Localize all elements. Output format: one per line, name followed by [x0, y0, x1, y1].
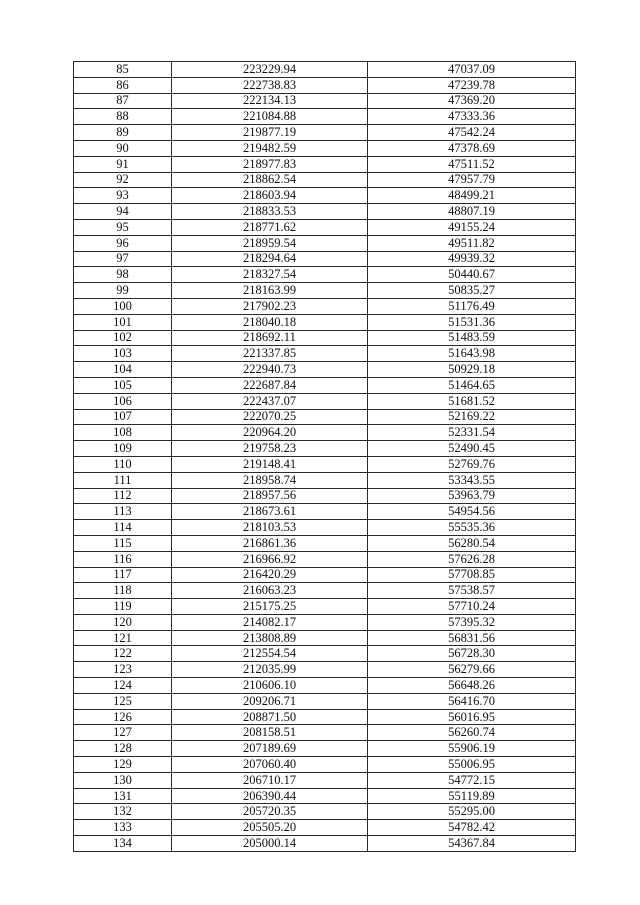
row-index-cell: 113	[74, 504, 172, 520]
table-row	[74, 93, 576, 109]
x-value-cell: 216966.92	[172, 551, 368, 567]
x-value-cell: 219482.59	[172, 140, 368, 156]
table-row	[74, 535, 576, 551]
x-value-cell: 218692.11	[172, 330, 368, 346]
row-index-cell: 103	[74, 346, 172, 362]
y-value-cell: 49939.32	[368, 251, 576, 267]
y-value-cell: 50835.27	[368, 283, 576, 299]
table-row	[74, 109, 576, 125]
x-value-cell: 205000.14	[172, 836, 368, 852]
table-row	[74, 520, 576, 536]
x-value-cell: 216420.29	[172, 567, 368, 583]
y-value-cell: 54772.15	[368, 772, 576, 788]
row-index-cell: 131	[74, 788, 172, 804]
table-row	[74, 156, 576, 172]
table-row	[74, 377, 576, 393]
row-index-cell: 99	[74, 283, 172, 299]
row-index-cell: 100	[74, 298, 172, 314]
y-value-cell: 56648.26	[368, 678, 576, 694]
table-row	[74, 314, 576, 330]
table-row	[74, 172, 576, 188]
row-index-cell: 109	[74, 441, 172, 457]
row-index-cell: 85	[74, 62, 172, 78]
x-value-cell: 206390.44	[172, 788, 368, 804]
x-value-cell: 221084.88	[172, 109, 368, 125]
y-value-cell: 52331.54	[368, 425, 576, 441]
y-value-cell: 48807.19	[368, 204, 576, 220]
x-value-cell: 222738.83	[172, 77, 368, 93]
table-row	[74, 788, 576, 804]
x-value-cell: 222070.25	[172, 409, 368, 425]
row-index-cell: 108	[74, 425, 172, 441]
x-value-cell: 218771.62	[172, 219, 368, 235]
table-row	[74, 757, 576, 773]
row-index-cell: 124	[74, 678, 172, 694]
y-value-cell: 47333.36	[368, 109, 576, 125]
table-row	[74, 125, 576, 141]
y-value-cell: 53963.79	[368, 488, 576, 504]
table-row	[74, 346, 576, 362]
y-value-cell: 51531.36	[368, 314, 576, 330]
row-index-cell: 126	[74, 709, 172, 725]
y-value-cell: 47378.69	[368, 140, 576, 156]
table-row	[74, 456, 576, 472]
y-value-cell: 55535.36	[368, 520, 576, 536]
table-row	[74, 251, 576, 267]
y-value-cell: 51483.59	[368, 330, 576, 346]
x-value-cell: 207060.40	[172, 757, 368, 773]
table-row	[74, 330, 576, 346]
row-index-cell: 94	[74, 204, 172, 220]
table-row	[74, 772, 576, 788]
y-value-cell: 54367.84	[368, 836, 576, 852]
row-index-cell: 120	[74, 614, 172, 630]
table-row	[74, 504, 576, 520]
x-value-cell: 218958.74	[172, 472, 368, 488]
table-row	[74, 567, 576, 583]
y-value-cell: 56728.30	[368, 646, 576, 662]
row-index-cell: 96	[74, 235, 172, 251]
table-row	[74, 741, 576, 757]
y-value-cell: 50440.67	[368, 267, 576, 283]
y-value-cell: 57710.24	[368, 599, 576, 615]
y-value-cell: 57538.57	[368, 583, 576, 599]
y-value-cell: 55119.89	[368, 788, 576, 804]
row-index-cell: 90	[74, 140, 172, 156]
x-value-cell: 221337.85	[172, 346, 368, 362]
row-index-cell: 89	[74, 125, 172, 141]
row-index-cell: 95	[74, 219, 172, 235]
row-index-cell: 123	[74, 662, 172, 678]
row-index-cell: 92	[74, 172, 172, 188]
x-value-cell: 218977.83	[172, 156, 368, 172]
row-index-cell: 107	[74, 409, 172, 425]
table-row	[74, 267, 576, 283]
table-row	[74, 709, 576, 725]
row-index-cell: 93	[74, 188, 172, 204]
x-value-cell: 222437.07	[172, 393, 368, 409]
row-index-cell: 110	[74, 456, 172, 472]
x-value-cell: 219877.19	[172, 125, 368, 141]
y-value-cell: 55295.00	[368, 804, 576, 820]
x-value-cell: 218040.18	[172, 314, 368, 330]
table-row	[74, 614, 576, 630]
y-value-cell: 56016.95	[368, 709, 576, 725]
x-value-cell: 212554.54	[172, 646, 368, 662]
table-row	[74, 140, 576, 156]
row-index-cell: 125	[74, 693, 172, 709]
x-value-cell: 223229.94	[172, 62, 368, 78]
table-row	[74, 836, 576, 852]
y-value-cell: 49155.24	[368, 219, 576, 235]
y-value-cell: 47239.78	[368, 77, 576, 93]
y-value-cell: 52490.45	[368, 441, 576, 457]
x-value-cell: 205505.20	[172, 820, 368, 836]
y-value-cell: 56416.70	[368, 693, 576, 709]
row-index-cell: 128	[74, 741, 172, 757]
y-value-cell: 56280.54	[368, 535, 576, 551]
row-index-cell: 132	[74, 804, 172, 820]
x-value-cell: 207189.69	[172, 741, 368, 757]
x-value-cell: 218833.53	[172, 204, 368, 220]
y-value-cell: 52769.76	[368, 456, 576, 472]
row-index-cell: 122	[74, 646, 172, 662]
table-row	[74, 646, 576, 662]
x-value-cell: 206710.17	[172, 772, 368, 788]
x-value-cell: 210606.10	[172, 678, 368, 694]
table-row	[74, 551, 576, 567]
row-index-cell: 115	[74, 535, 172, 551]
row-index-cell: 104	[74, 362, 172, 378]
x-value-cell: 208871.50	[172, 709, 368, 725]
row-index-cell: 105	[74, 377, 172, 393]
x-value-cell: 222134.13	[172, 93, 368, 109]
x-value-cell: 220964.20	[172, 425, 368, 441]
row-index-cell: 118	[74, 583, 172, 599]
y-value-cell: 51464.65	[368, 377, 576, 393]
y-value-cell: 55906.19	[368, 741, 576, 757]
table-row	[74, 662, 576, 678]
y-value-cell: 51176.49	[368, 298, 576, 314]
table-row	[74, 77, 576, 93]
x-value-cell: 218603.94	[172, 188, 368, 204]
table-row	[74, 441, 576, 457]
row-index-cell: 134	[74, 836, 172, 852]
table-row	[74, 472, 576, 488]
row-index-cell: 116	[74, 551, 172, 567]
table-row	[74, 62, 576, 78]
table-row	[74, 583, 576, 599]
table-row	[74, 283, 576, 299]
row-index-cell: 97	[74, 251, 172, 267]
table-row	[74, 409, 576, 425]
y-value-cell: 56279.66	[368, 662, 576, 678]
x-value-cell: 208158.51	[172, 725, 368, 741]
y-value-cell: 50929.18	[368, 362, 576, 378]
y-value-cell: 49511.82	[368, 235, 576, 251]
x-value-cell: 205720.35	[172, 804, 368, 820]
y-value-cell: 55006.95	[368, 757, 576, 773]
row-index-cell: 106	[74, 393, 172, 409]
row-index-cell: 117	[74, 567, 172, 583]
y-value-cell: 47957.79	[368, 172, 576, 188]
y-value-cell: 51643.98	[368, 346, 576, 362]
table-row	[74, 393, 576, 409]
row-index-cell: 86	[74, 77, 172, 93]
coordinate-table	[73, 61, 576, 852]
x-value-cell: 218862.54	[172, 172, 368, 188]
table-row	[74, 630, 576, 646]
y-value-cell: 52169.22	[368, 409, 576, 425]
x-value-cell: 213808.89	[172, 630, 368, 646]
x-value-cell: 219758.23	[172, 441, 368, 457]
table-row	[74, 804, 576, 820]
x-value-cell: 218327.54	[172, 267, 368, 283]
y-value-cell: 47511.52	[368, 156, 576, 172]
x-value-cell: 216063.23	[172, 583, 368, 599]
x-value-cell: 217902.23	[172, 298, 368, 314]
row-index-cell: 91	[74, 156, 172, 172]
x-value-cell: 212035.99	[172, 662, 368, 678]
y-value-cell: 47037.09	[368, 62, 576, 78]
table-row	[74, 219, 576, 235]
x-value-cell: 215175.25	[172, 599, 368, 615]
x-value-cell: 218959.54	[172, 235, 368, 251]
y-value-cell: 47369.20	[368, 93, 576, 109]
x-value-cell: 219148.41	[172, 456, 368, 472]
row-index-cell: 121	[74, 630, 172, 646]
x-value-cell: 218103.53	[172, 520, 368, 536]
x-value-cell: 222940.73	[172, 362, 368, 378]
row-index-cell: 112	[74, 488, 172, 504]
row-index-cell: 127	[74, 725, 172, 741]
x-value-cell: 218163.99	[172, 283, 368, 299]
x-value-cell: 222687.84	[172, 377, 368, 393]
row-index-cell: 87	[74, 93, 172, 109]
y-value-cell: 57626.28	[368, 551, 576, 567]
x-value-cell: 209206.71	[172, 693, 368, 709]
x-value-cell: 214082.17	[172, 614, 368, 630]
row-index-cell: 130	[74, 772, 172, 788]
row-index-cell: 102	[74, 330, 172, 346]
row-index-cell: 119	[74, 599, 172, 615]
y-value-cell: 51681.52	[368, 393, 576, 409]
table-row	[74, 235, 576, 251]
row-index-cell: 114	[74, 520, 172, 536]
y-value-cell: 57395.32	[368, 614, 576, 630]
x-value-cell: 218673.61	[172, 504, 368, 520]
y-value-cell: 56831.56	[368, 630, 576, 646]
table-row	[74, 425, 576, 441]
row-index-cell: 111	[74, 472, 172, 488]
table-body	[74, 62, 576, 852]
x-value-cell: 218294.64	[172, 251, 368, 267]
y-value-cell: 56260.74	[368, 725, 576, 741]
x-value-cell: 216861.36	[172, 535, 368, 551]
y-value-cell: 48499.21	[368, 188, 576, 204]
table-row	[74, 188, 576, 204]
row-index-cell: 98	[74, 267, 172, 283]
table-row	[74, 725, 576, 741]
y-value-cell: 54954.56	[368, 504, 576, 520]
row-index-cell: 88	[74, 109, 172, 125]
table-row	[74, 693, 576, 709]
row-index-cell: 129	[74, 757, 172, 773]
y-value-cell: 54782.42	[368, 820, 576, 836]
table-row	[74, 362, 576, 378]
y-value-cell: 57708.85	[368, 567, 576, 583]
y-value-cell: 47542.24	[368, 125, 576, 141]
table-row	[74, 820, 576, 836]
x-value-cell: 218957.56	[172, 488, 368, 504]
row-index-cell: 133	[74, 820, 172, 836]
table-row	[74, 599, 576, 615]
table-row	[74, 678, 576, 694]
table-row	[74, 204, 576, 220]
table-row	[74, 298, 576, 314]
table-row	[74, 488, 576, 504]
y-value-cell: 53343.55	[368, 472, 576, 488]
row-index-cell: 101	[74, 314, 172, 330]
